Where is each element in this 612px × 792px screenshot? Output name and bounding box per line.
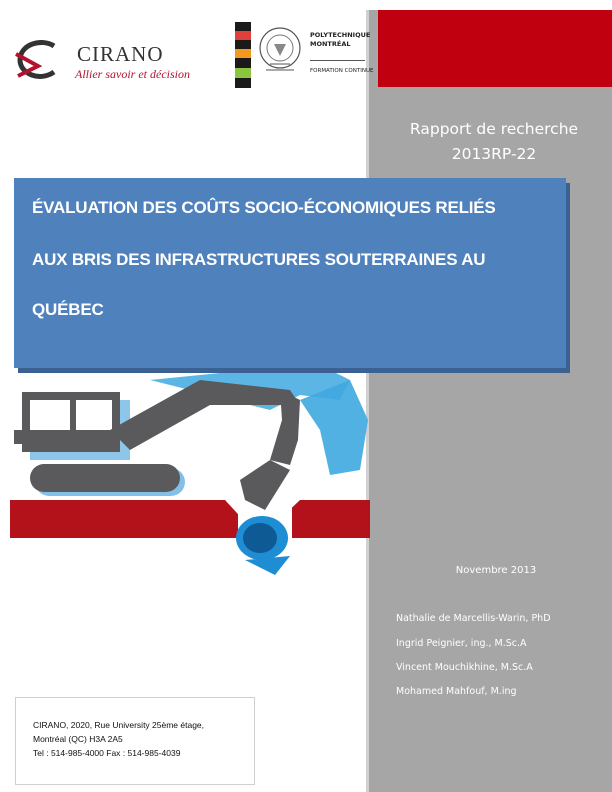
author-1: Nathalie de Marcellis-Warin, PhD: [396, 613, 551, 624]
polytechnique-color-bar: [235, 22, 251, 88]
polytechnique-subtitle: FORMATION CONTINUE: [310, 68, 374, 74]
title-line-1: ÉVALUATION DES COÛTS SOCIO-ÉCONOMIQUES RELIÉS: [32, 198, 496, 217]
author-2: Ingrid Peignier, ing., M.Sc.A: [396, 638, 527, 649]
excavator-illustration: [0, 360, 380, 580]
report-number: 2013RP-22: [451, 145, 537, 163]
polytechnique-divider: [310, 60, 365, 61]
polytechnique-seal-icon: [256, 24, 304, 76]
title-line-2: AUX BRIS DES INFRASTRUCTURES SOUTERRAINES AU: [32, 250, 486, 269]
publication-date: Novembre 2013: [455, 565, 537, 576]
address-line-1: CIRANO, 2020, Rue University 25ème étage,: [33, 720, 205, 730]
polytechnique-name-line2: MONTRÉAL: [310, 40, 351, 48]
author-4: Mohamed Mahfouf, M.ing: [396, 686, 517, 697]
address-box: [15, 697, 255, 785]
title-line-3: QUÉBEC: [32, 300, 104, 319]
address-line-2: Montréal (QC) H3A 2A5: [33, 734, 123, 744]
red-header-block: [378, 10, 612, 87]
cirano-logo-icon: [14, 40, 60, 80]
polytechnique-name-line1: POLYTECHNIQUE: [310, 31, 371, 39]
title-box: [14, 178, 566, 368]
cirano-tagline: Allier savoir et décision: [75, 67, 190, 81]
cirano-name: CIRANO: [77, 42, 164, 66]
author-3: Vincent Mouchikhine, M.Sc.A: [396, 662, 533, 673]
report-label: Rapport de recherche: [409, 120, 579, 138]
address-line-3: Tel : 514-985-4000 Fax : 514-985-4039: [33, 748, 181, 758]
